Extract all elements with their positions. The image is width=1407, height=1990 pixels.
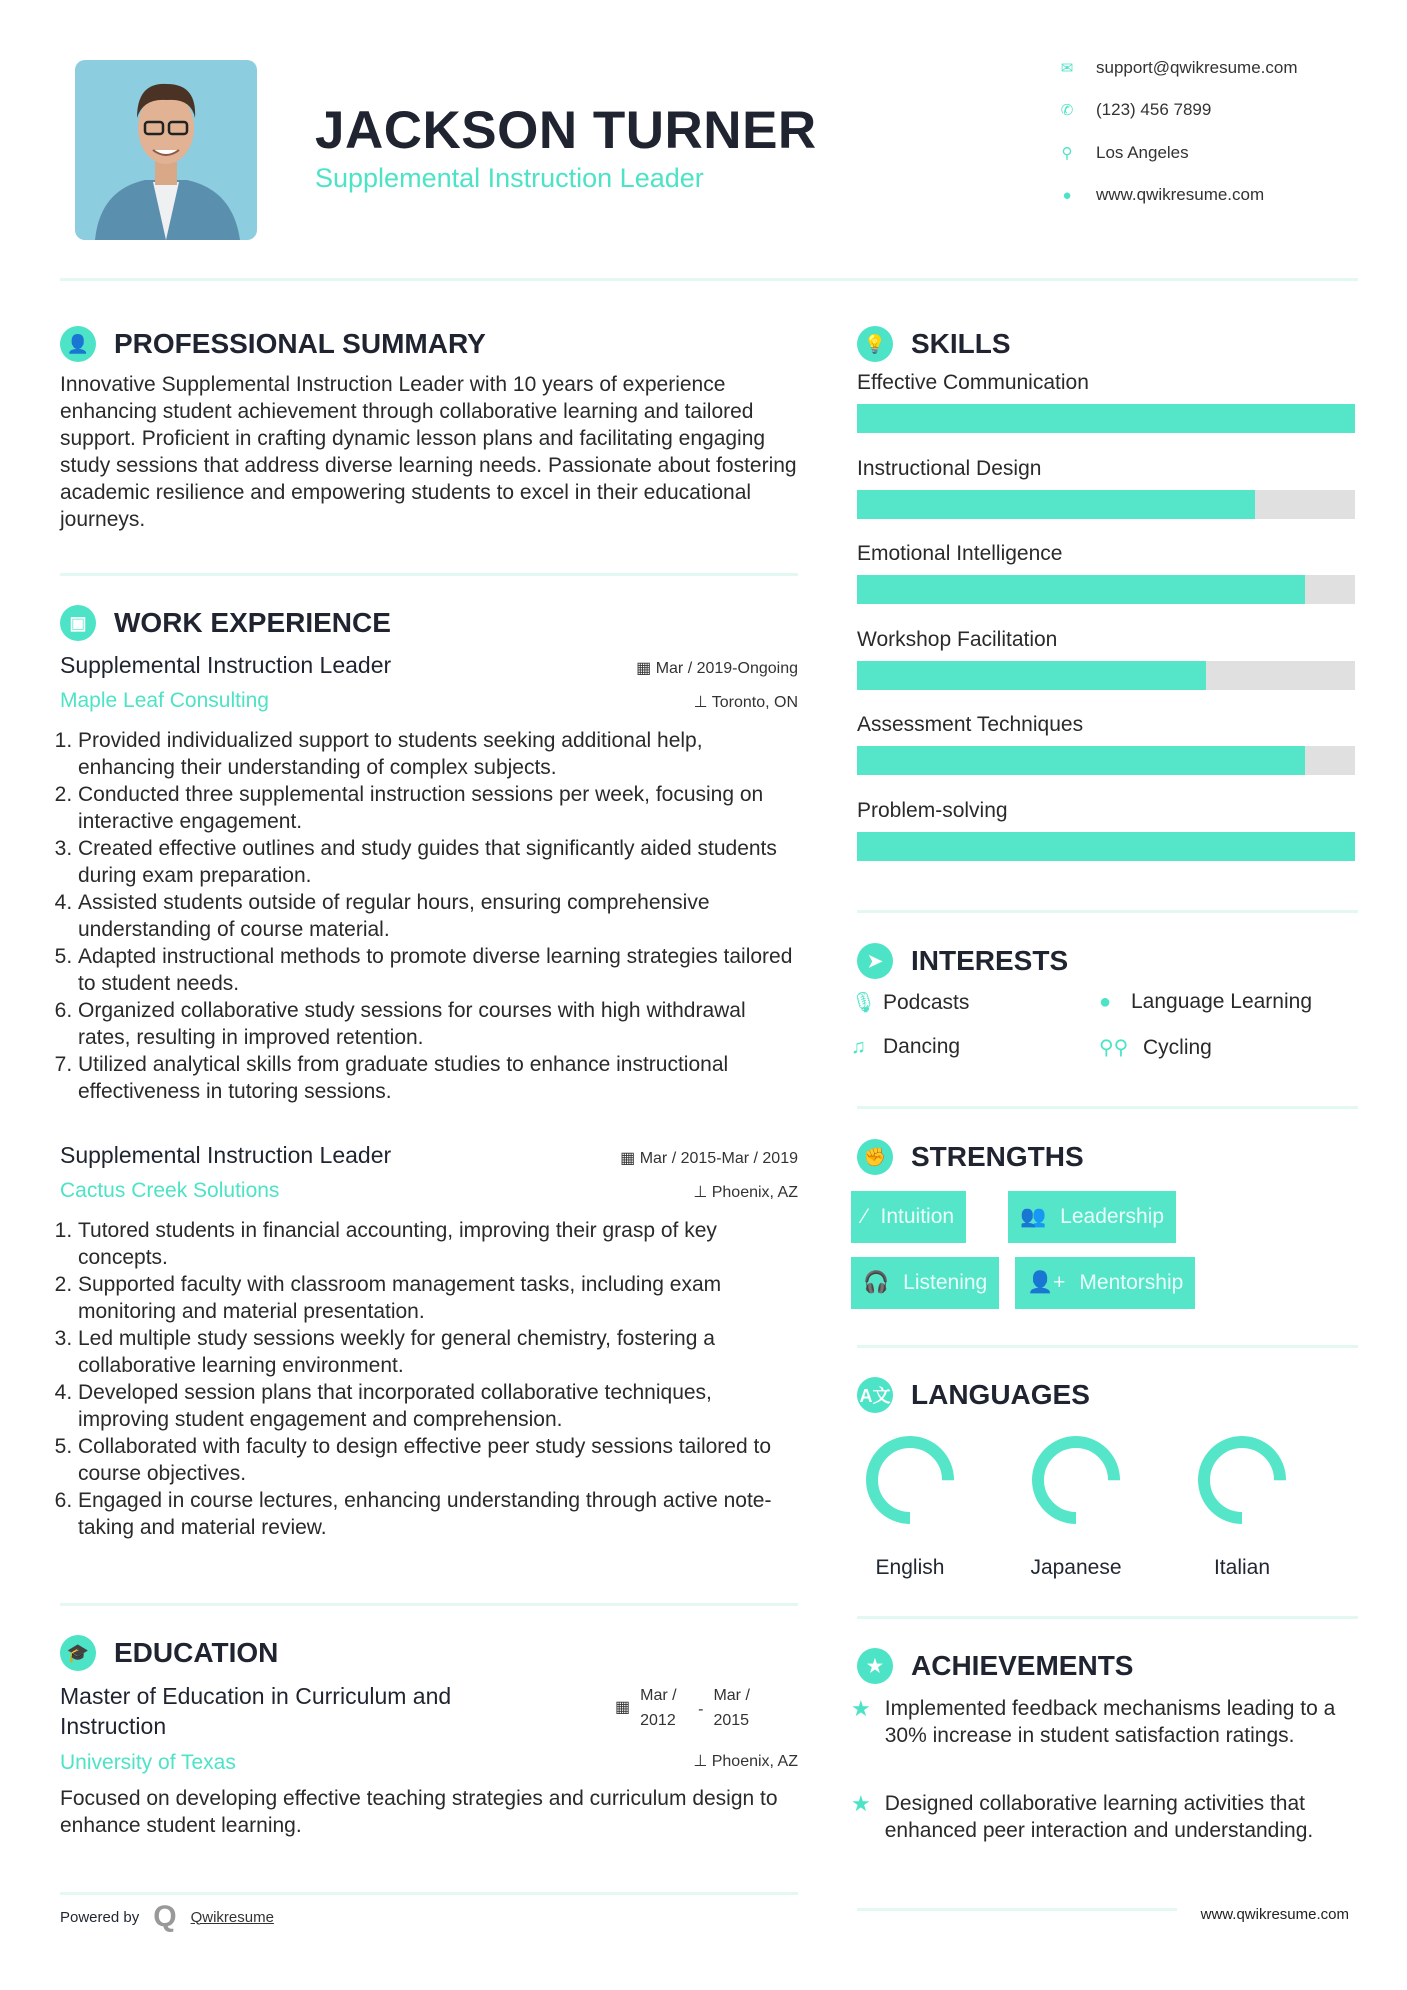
star-icon: ★ [851,1696,871,1721]
skill-item [857,542,1357,628]
bullet: 3. Led multiple study sessions weekly for general chemistry, fostering a collaborative learning environment. [78,1325,798,1379]
divider [60,573,798,576]
pin-icon: ⊥ [693,694,712,711]
skill-bar [857,661,1355,690]
interest-label: Language Learning [1131,990,1313,1013]
section-heading-interests [857,943,1068,979]
bullet: 5. Adapted instructional methods to promote diverse learning strategies tailored to student needs. [78,943,798,997]
heading-text: PROFESSIONAL SUMMARY [114,328,486,359]
skill-label: Workshop Facilitation [857,627,1058,651]
paper-plane-icon: ➤ [857,943,893,979]
contact-text: Los Angeles [1096,143,1189,162]
achievement-item [851,1695,1351,1749]
music-icon: ♫ [851,1035,866,1058]
skill-bar-fill [857,404,1355,433]
interest-item [851,990,969,1015]
skill-bar-fill [857,575,1305,604]
skill-bar-fill [857,490,1255,519]
contact-text: (123) 456 7899 [1096,100,1212,119]
strength-label: Mentorship [1079,1271,1184,1294]
footer-powered-by [60,1900,274,1934]
strength-tag [1008,1191,1176,1243]
user-plus-icon: 👤+ [1027,1271,1066,1294]
skill-bar-fill [857,832,1355,861]
section-heading-languages [857,1377,1090,1413]
section-heading-education [60,1635,278,1671]
company-name: Maple Leaf Consulting [60,689,269,712]
dates-text: Mar / 2015-Mar / 2019 [639,1150,798,1167]
job-entry [60,1142,798,1541]
skill-label: Problem-solving [857,798,1008,822]
qwikresume-link[interactable]: Qwikresume [190,1908,274,1926]
interest-item [851,1035,960,1059]
header-divider [60,278,1358,281]
candidate-name: JACKSON TURNER [315,101,817,160]
skill-label: Effective Communication [857,371,1089,394]
language-icon: A文 [857,1377,893,1413]
skill-bar [857,404,1355,433]
section-heading-work [60,605,391,641]
star-badge-icon: ★ [857,1648,893,1684]
magic-wand-icon: ⁄ [863,1205,867,1228]
interest-label: Podcasts [883,990,970,1014]
job-dates [636,658,798,678]
bullet: 3. Created effective outlines and study guides that significantly aided students during exam preparation. [78,835,798,889]
skill-bar [857,490,1355,519]
bullet: 1. Tutored students in financial accounting, improving their grasp of key concepts. [78,1217,798,1271]
start-date: Mar / 2012 [640,1687,677,1729]
fist-icon: ✊ [857,1139,893,1175]
education-dates [615,1683,761,1733]
briefcase-icon: ▣ [60,605,96,641]
calendar-icon: ▦ [620,1150,640,1167]
contact-text: www.qwikresume.com [1096,185,1265,204]
heading-text: EDUCATION [114,1637,279,1668]
education-location [693,1751,798,1771]
pin-icon: ⊥ [693,1184,712,1201]
heading-text: WORK EXPERIENCE [114,607,391,638]
divider [857,910,1358,913]
bullet: 2. Supported faculty with classroom management tasks, including exam monitoring and material presentation. [78,1271,798,1325]
strength-tag [851,1257,999,1309]
heading-text: LANGUAGES [911,1379,1090,1410]
section-heading-strengths [857,1139,1084,1175]
strength-tag [851,1191,966,1243]
date-separator: - [698,1701,704,1718]
dates-text: Mar / 2019-Ongoing [655,660,798,677]
strength-label: Intuition [880,1205,955,1228]
person-portrait-icon [75,60,257,240]
language-level-ring [1192,1430,1292,1530]
contact-phone [1060,100,1211,120]
education-entry [60,1681,798,1839]
language-level-ring [1026,1430,1126,1530]
map-marker-icon: ⚲ [1061,145,1073,162]
skills-list [857,371,1357,884]
skill-bar [857,575,1355,604]
skill-label: Emotional Intelligence [857,542,1063,565]
interest-item [1099,990,1312,1014]
location-text: Toronto, ON [711,694,798,711]
achievement-item [851,1790,1351,1844]
end-date: Mar / 2015 [713,1687,750,1729]
school-name: University of Texas [60,1751,236,1774]
language-name: Italian [1213,1556,1271,1579]
divider [857,1616,1358,1619]
language-item [1016,1430,1136,1580]
interest-label: Cycling [1143,1035,1212,1059]
bullet: 6. Engaged in course lectures, enhancing understanding through active note-taking and material review. [78,1487,798,1541]
globe-icon: ● [1062,186,1072,204]
company-name: Cactus Creek Solutions [60,1179,280,1202]
divider [857,1908,1177,1911]
lightbulb-icon: 💡 [857,326,893,362]
contact-location [1060,143,1189,163]
candidate-title: Supplemental Instruction Leader [315,163,704,193]
footer-website-link[interactable]: www.qwikresume.com [1200,1906,1349,1923]
job-location [693,1182,798,1202]
bullet: 7. Utilized analytical skills from graduate studies to enhance instructional effectiveness in tutoring sessions. [78,1051,798,1105]
contact-website[interactable] [1060,185,1264,205]
strength-label: Leadership [1060,1205,1165,1228]
skill-bar [857,746,1355,775]
globe-icon: ● [1099,990,1112,1013]
job-dates [620,1148,798,1168]
achievement-text: Implemented feedback mechanisms leading to a 30% increase in student satisfaction ratings. [884,1697,1336,1747]
divider [60,1603,798,1606]
bicycle-icon: ⚲⚲ [1099,1037,1129,1059]
language-item [850,1430,970,1580]
skill-label: Assessment Techniques [857,713,1084,736]
heading-text: INTERESTS [911,945,1069,976]
pin-icon: ⊥ [693,1753,712,1770]
bullet: 4. Developed session plans that incorporated collaborative techniques, improving student engagement and comprehension. [78,1379,798,1433]
heading-text: SKILLS [911,328,1011,359]
location-text: Phoenix, AZ [711,1184,798,1201]
phone-icon: ✆ [1060,102,1074,119]
languages-list [850,1430,1302,1580]
divider [60,1892,798,1895]
skill-item [857,628,1357,714]
interest-item [1099,1035,1212,1060]
job-entry [60,652,798,1105]
degree: Master of Education in Curriculum and Instruction [60,1683,452,1739]
envelope-icon: ✉ [1060,60,1074,77]
calendar-icon: ▦ [615,1699,631,1716]
user-icon: 👤 [60,326,96,362]
job-location [694,692,798,712]
language-name: Japanese [1030,1556,1122,1579]
education-description: Focused on developing effective teaching strategies and curriculum design to enhance student learning. [60,1787,778,1837]
bullet: 5. Collaborated with faculty to design effective peer study sessions tailored to course objectives. [78,1433,798,1487]
skill-item [857,713,1357,799]
job-bullets [60,727,798,1105]
skill-item [857,457,1357,543]
profile-photo [75,60,257,240]
section-heading-achievements [857,1648,1133,1684]
bullet: 6. Organized collaborative study sessions for courses with high withdrawal rates, resulting in improved retention. [78,997,798,1051]
skill-label: Instructional Design [857,456,1042,480]
bullet: 2. Conducted three supplemental instruction sessions per week, focusing on interactive engagement. [78,781,798,835]
bullet: 1. Provided individualized support to students seeking additional help, enhancing their understanding of complex subjects. [78,727,798,781]
headphones-icon: 🎧 [863,1271,890,1294]
summary-text: Innovative Supplemental Instruction Leader with 10 years of experience enhancing student achievement through collaborative learning and tailored support. Proficient in crafting dynamic lesson plans and facilitating engaging study sessions that address diverse learning needs. Passionate about fostering academic resilience and empowering students to excel in their educational journeys. [60,373,797,531]
graduate-icon: 🎓 [60,1635,96,1671]
heading-text: STRENGTHS [911,1141,1084,1172]
skill-bar [857,832,1355,861]
language-name: English [875,1556,945,1579]
strength-tag [1015,1257,1195,1309]
qwikresume-logo-icon: Q [153,1900,177,1933]
contact-email[interactable] [1060,58,1298,78]
calendar-icon: ▦ [636,660,656,677]
powered-by-label: Powered by [60,1908,140,1926]
skill-item [857,799,1357,885]
divider [857,1106,1358,1109]
job-title: Supplemental Instruction Leader [60,652,392,678]
users-icon: 👥 [1020,1205,1047,1228]
job-title: Supplemental Instruction Leader [60,1142,392,1168]
skill-item [857,371,1357,457]
skill-bar-fill [857,661,1206,690]
star-icon: ★ [851,1791,871,1816]
section-heading-summary [60,326,486,362]
heading-text: ACHIEVEMENTS [911,1650,1134,1681]
contact-text: support@qwikresume.com [1096,58,1298,77]
language-item [1182,1430,1302,1580]
microphone-icon: 🎙 [851,992,877,1014]
language-level-ring [860,1430,960,1530]
section-heading-skills [857,326,1011,362]
divider [857,1345,1358,1348]
interest-label: Dancing [883,1035,961,1058]
bullet: 4. Assisted students outside of regular hours, ensuring comprehensive understanding of course material. [78,889,798,943]
job-bullets [60,1217,798,1541]
skill-bar-fill [857,746,1305,775]
strength-label: Listening [903,1271,988,1294]
achievement-text: Designed collaborative learning activities that enhanced peer interaction and understanding. [884,1792,1314,1842]
location-text: Phoenix, AZ [711,1753,798,1770]
